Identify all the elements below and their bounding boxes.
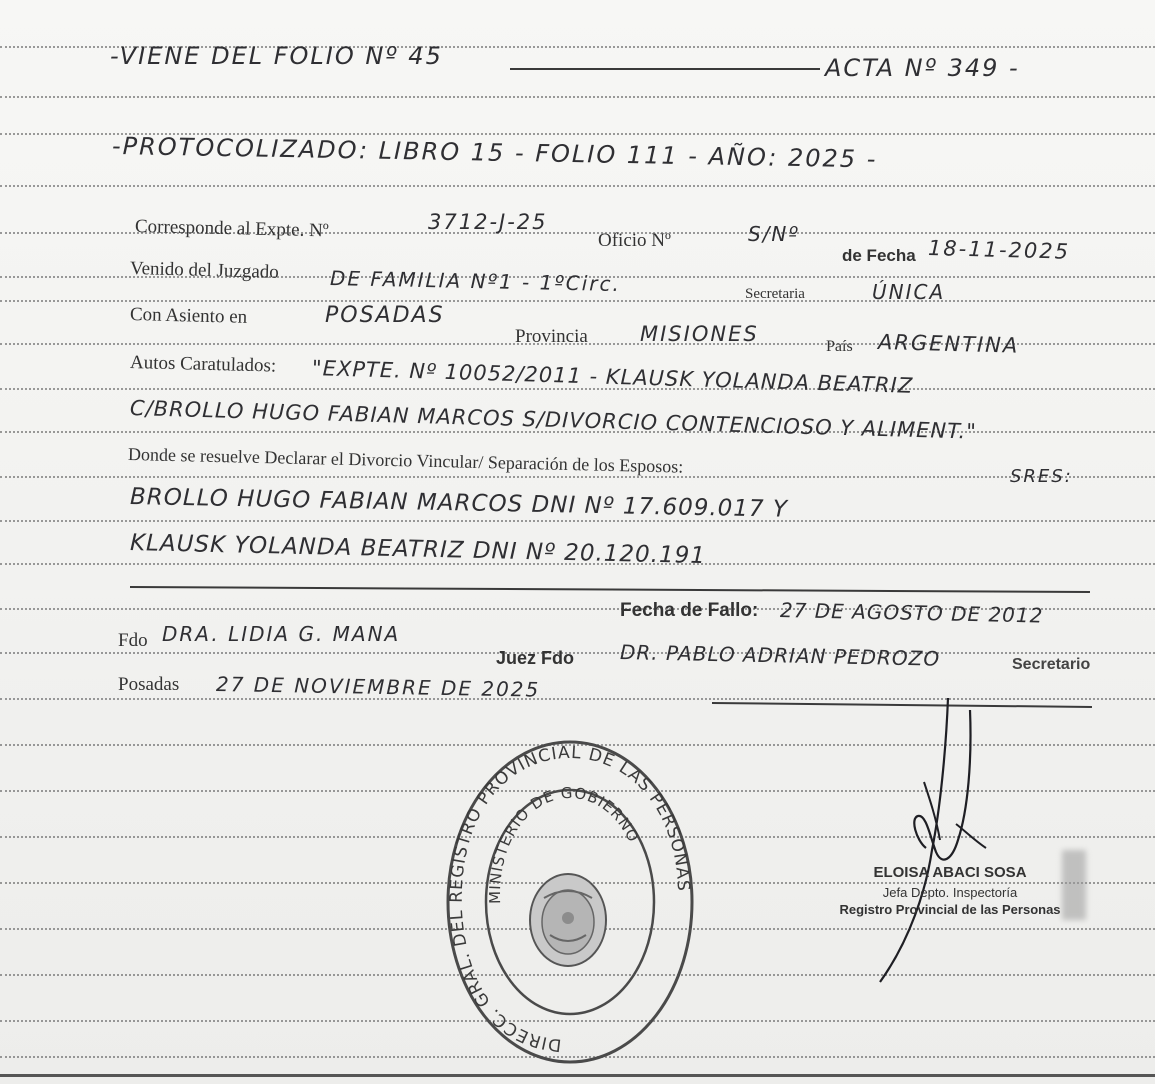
label-provincia: Provincia [515,326,588,347]
ruled-line [0,300,1155,302]
place-date-value: 27 DE NOVIEMBRE DE 2025 [215,672,541,702]
seal-inner-text: MINISTERIO DE GOBIERNO [485,783,643,905]
secretaria-value: ÚNICA [872,280,946,304]
ruled-line [0,652,1155,654]
label-secretario: Secretario [1012,656,1091,673]
stamp-smudge [1062,850,1086,920]
folio-reference: -VIENE DEL FOLIO Nº 45 [110,42,443,70]
label-resuelve: Donde se resuelve Declarar el Divorcio Vincular/ Separación de los Esposos: [127,444,684,477]
pais-value: ARGENTINA [877,330,1020,358]
autos-line-1: "EXPTE. Nº 10052/2011 - KLAUSK YOLANDA BEATRIZ [311,356,914,398]
oficio-number: S/Nº [748,222,800,246]
label-fdo-1: Fdo [118,630,148,651]
ruled-line [0,476,1155,478]
fecha-value: 18-11-2025 [927,236,1071,264]
label-oficio: Oficio Nº [598,230,671,251]
label-secretaria: Secretaria [745,286,805,302]
juez-name: DRA. LIDIA G. MANA [162,622,401,646]
seal-outer-text: DIRECC. GRAL. DEL REGISTRO PROVINCIAL DE LAS PERSONAS [446,742,694,1055]
handwritten-signature [860,690,1000,990]
label-expte: Corresponde al Expte. Nº [134,216,329,242]
label-fecha: de Fecha [842,246,916,265]
label-autos: Autos Caratulados: [129,352,277,377]
official-seal [440,730,700,1070]
ruled-line [0,520,1155,522]
ruled-line [0,388,1155,390]
sres-value: SRES: [1010,466,1073,487]
spouse-1: BROLLO HUGO FABIAN MARCOS DNI Nº 17.609.017 Y [129,484,789,523]
fallo-value: 27 DE AGOSTO DE 2012 [779,598,1044,628]
separator-line [130,586,1090,593]
label-juzgado: Venido del Juzgado [129,258,280,283]
signer-name: ELOISA ABACI SOSA [873,864,1027,881]
signer-office: Registro Provincial de las Personas [839,902,1061,917]
juzgado-value: DE FAMILIA Nº1 - 1ºCirc. [329,266,622,297]
expte-number: 3712-J-25 [428,210,548,234]
signer-title: Jefa Depto. Inspectoría [882,885,1018,900]
protocol-reference: -PROTOCOLIZADO: LIBRO 15 - FOLIO 111 - AÑO: 2025 - [111,132,878,174]
bottom-border [0,1074,1155,1077]
spouse-2: KLAUSK YOLANDA BEATRIZ DNI Nº 20.120.191 [129,530,707,570]
autos-line-2: C/BROLLO HUGO FABIAN MARCOS S/DIVORCIO CONTENCIOSO Y ALIMENT." [129,396,978,444]
provincia-value: MISIONES [640,322,759,346]
coat-of-arms-icon [530,874,606,966]
secretario-name: DR. PABLO ADRIAN PEDROZO [619,640,941,671]
label-pais: País [826,338,853,355]
acta-number: ACTA Nº 349 - [825,54,1020,82]
label-place: Posadas [118,674,180,695]
asiento-value: POSADAS [325,303,445,328]
label-juez-fdo: Juez Fdo [496,648,575,668]
ruled-line [0,96,1155,98]
label-asiento: Con Asiento en [129,304,248,328]
header-underline [510,68,820,70]
ruled-line [0,185,1155,187]
label-fallo: Fecha de Fallo: [620,600,759,621]
